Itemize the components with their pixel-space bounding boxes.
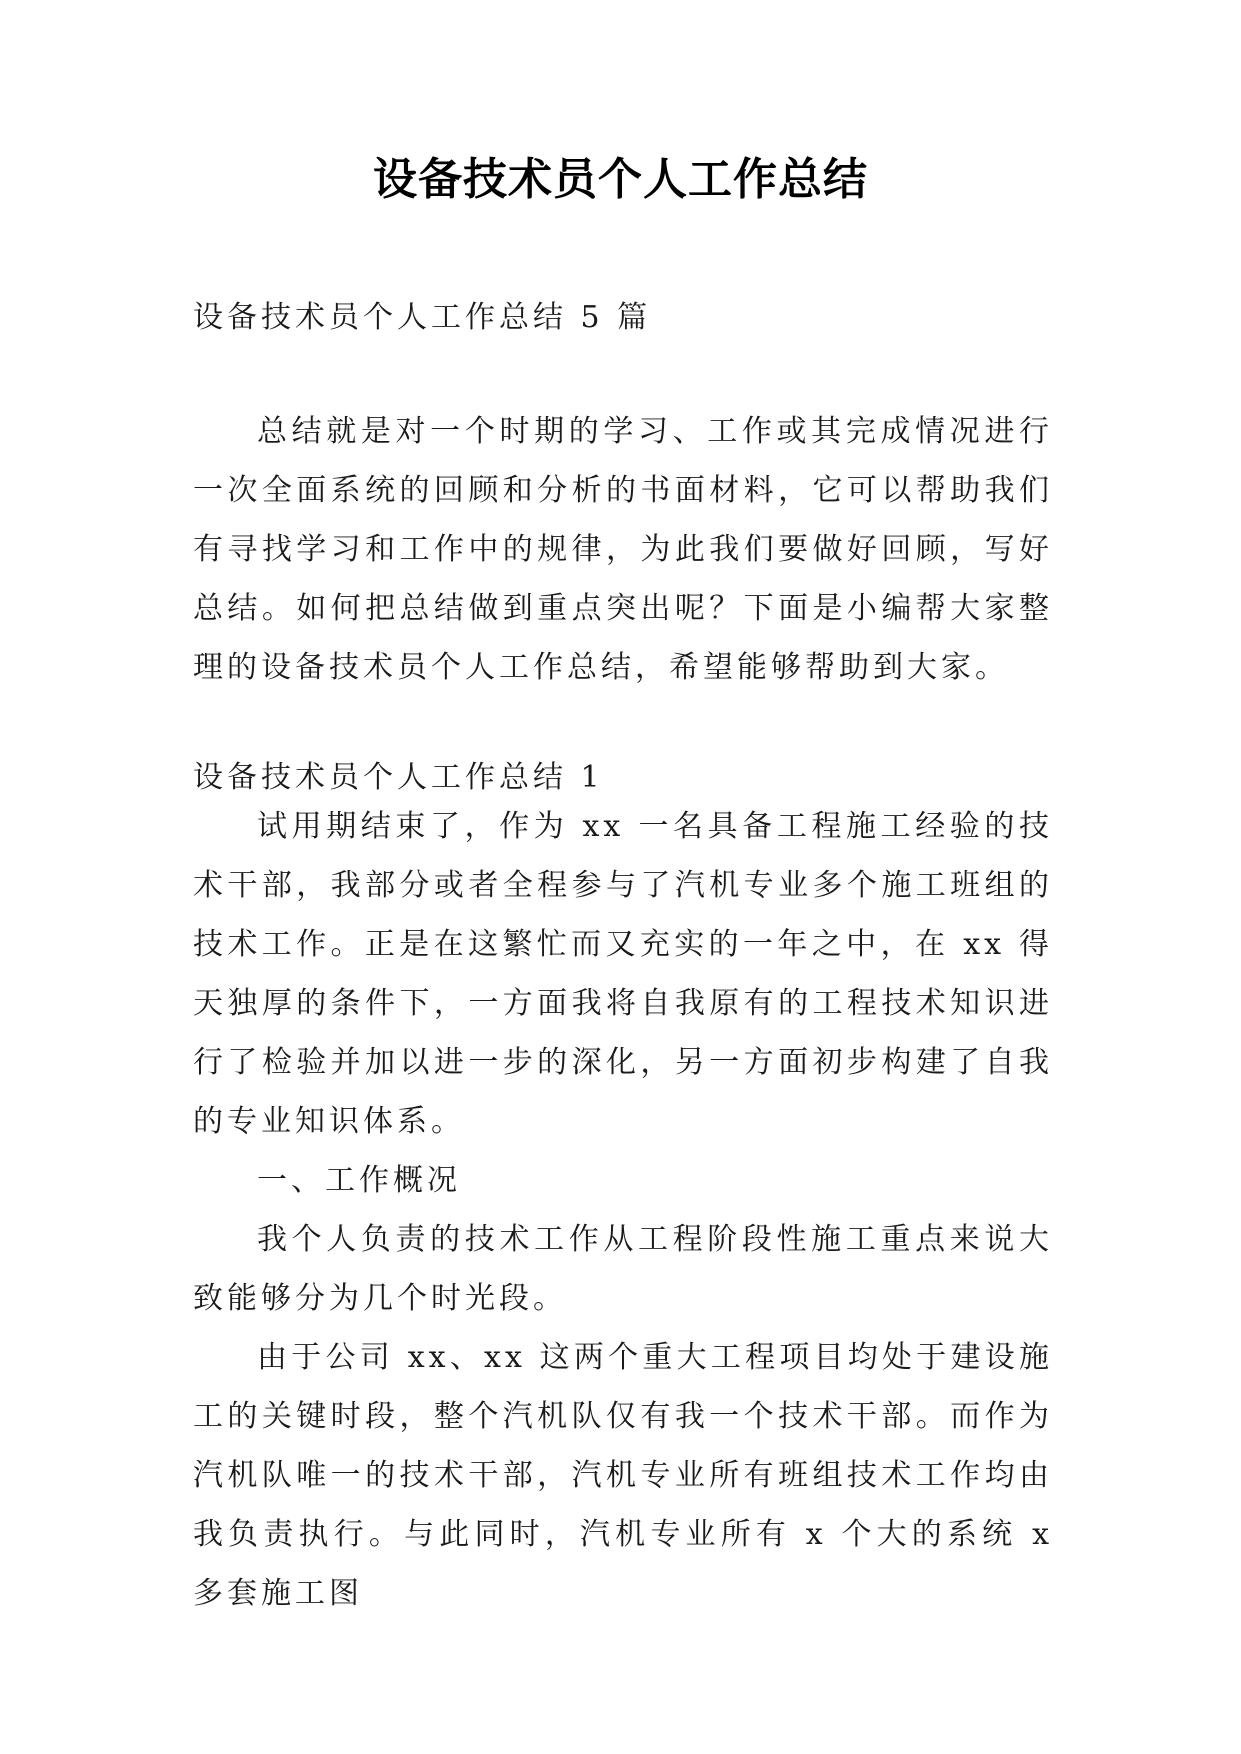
section-heading-text: 设备技术员个人工作总结 1 xyxy=(193,760,604,795)
subheading-work-overview: 一、工作概况 xyxy=(257,1163,461,1198)
body-paragraph: 我个人负责的技术工作从工程阶段性施工重点来说大致能够分为几个时光段。 xyxy=(193,1222,1053,1316)
body-paragraph: 试用期结束了，作为 xx 一名具备工程施工经验的技术干部，我部分或者全程参与了汽机专业多个施工班组的技术工作。正是在这繁忙而又充实的一年之中，在 xx 得天独厚的条件下，一方面我将自我原有的工程技术知识进行了检验并加以进一步的深化，另一方面初步构建了自我的专业知识体系。 xyxy=(193,809,1053,1139)
document-title: 设备技术员个人工作总结 xyxy=(373,154,868,205)
section-content xyxy=(193,797,1053,1623)
intro-text: 总结就是对一个时期的学习、工作或其完成情况进行一次全面系统的回顾和分析的书面材料，它可以帮助我们有寻找学习和工作中的规律，为此我们要做好回顾，写好总结。如何把总结做到重点突出呢？下面是小编帮大家整理的设备技术员个人工作总结，希望能够帮助到大家。 xyxy=(193,414,1053,685)
document-subtitle xyxy=(193,288,1053,347)
intro-paragraph xyxy=(193,402,1053,697)
subtitle-text: 设备技术员个人工作总结 5 篇 xyxy=(193,300,652,335)
body-paragraph: 由于公司 xx、xx 这两个重大工程项目均处于建设施工的关键时段，整个汽机队仅有我一个技术干部。而作为汽机队唯一的技术干部，汽机专业所有班组技术工作均由我负责执行。与此同时，汽机专业所有 x 个大的系统 x 多套施工图 xyxy=(193,1340,1053,1611)
